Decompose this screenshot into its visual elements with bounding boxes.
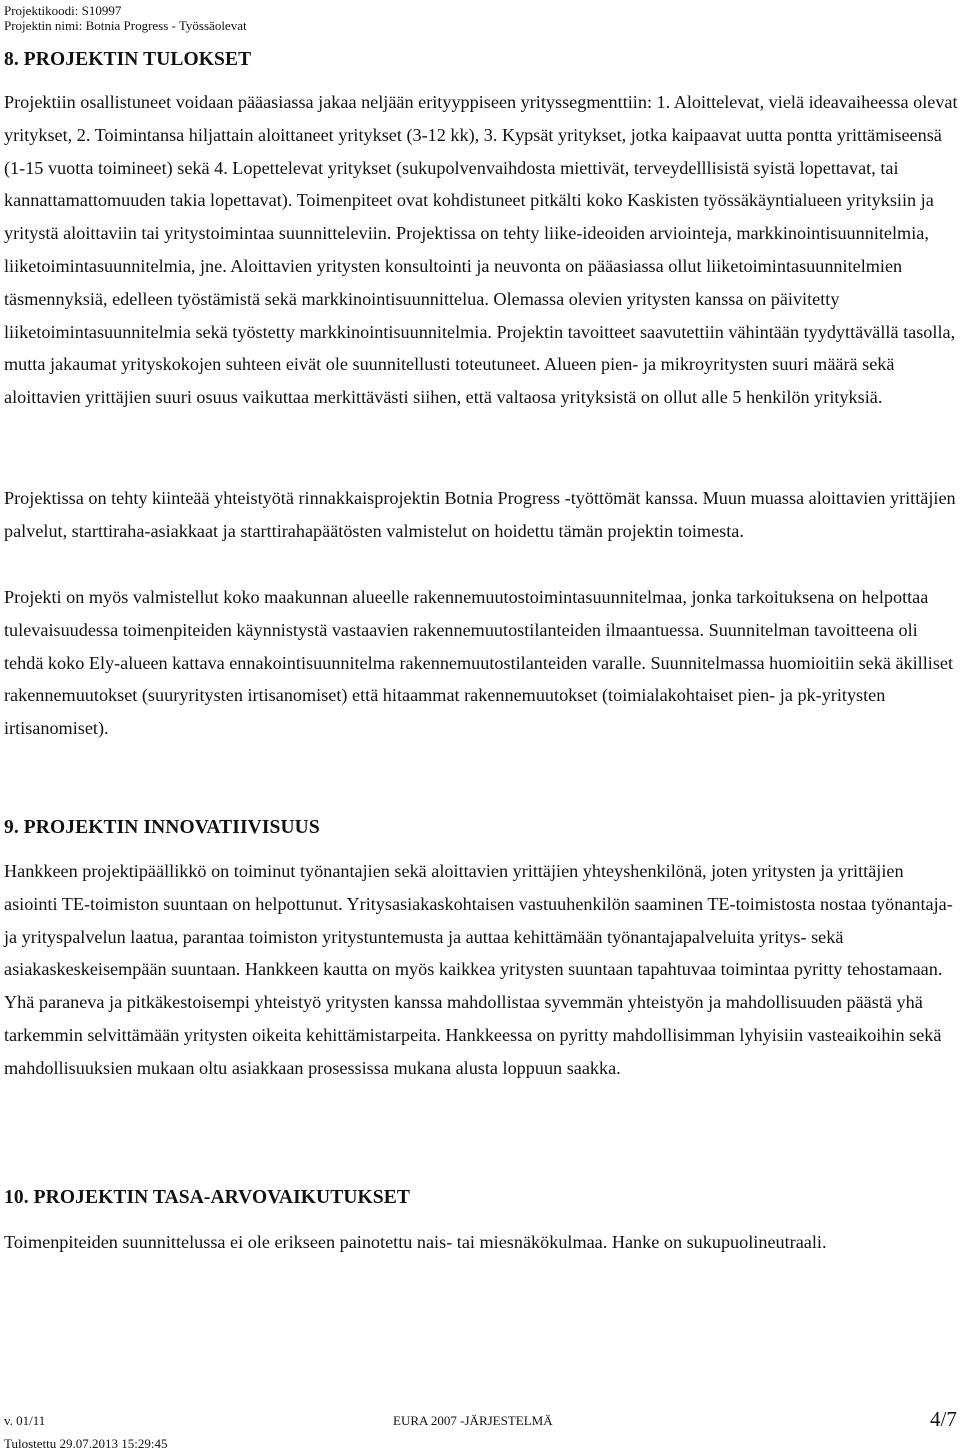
project-code: Projektikoodi: S10997 [4,3,122,18]
section-9-paragraph-1: Hankkeen projektipäällikkö on toiminut työnantajien sekä aloittavien yrittäjien yhteyshenkilönä, joten yritysten ja yrittäjien asiointi TE-toimiston suuntaan on helpottunut. Yritysasiakaskohtaisen vastuuhenkilön saaminen TE-toimistosta nostaa työnantaja- ja yrityspalvelun laatua, parantaa toimiston yritystuntemusta ja auttaa kehittämään työnantajapalveluita yritys- sekä asiakaskeskeisempään suuntaan. Hankkeen kautta on myös kaikkea yritysten suuntaan tapahtuvaa toimintaa pyritty tehostamaan. Yhä paraneva ja pitkäkestoisempi yhteistyö yritysten kanssa mahdollistaa syvemmän yhteistyön ja mahdollisuuden päästä yhä tarkemmin selvittämään yritysten oikeita kehittämistarpeita. Hankkeessa on pyritty mahdollisimman lyhyisiin vasteaikoihin sekä mahdollisuuksien mukaan oltu asiakkaan prosessissa mukana alusta loppuun saakka. [4,861,953,1078]
section-8-paragraph-1: Projektiin osallistuneet voidaan pääasiassa jakaa neljään erityyppiseen yrityssegmenttiin: 1. Aloittelevat, vielä ideavaiheessa olevat yritykset, 2. Toimintansa hiljattain aloittaneet yritykset (3-12 kk), 3. Kypsät yritykset, jotka kaipaavat uutta pontta yrittämiseensä (1-15 vuotta toimineet) sekä 4. Lopettelevat yritykset (sukupolvenvaihdosta miettivät, terveydelllisistä syistä lopettavat, tai kannattamattomuuden takia lopettavat). Toimenpiteet ovat kohdistuneet pitkälti koko Kaskisten työssäkäyntialueen yrityksiin ja yritystä aloittaviin tai yritystoimintaa suunnitteleviin. Projektissa on tehty liike-ideoiden arviointeja, markkinointisuunnitelmia, liiketoimintasuunnitelmia, jne. Aloittavien yritysten konsultointi ja neuvonta on pääasiassa ollut liiketoimintasuunnitelmien täsmennyksiä, edelleen työstämistä sekä markkinointisuunnittelua. Olemassa olevien yritysten kanssa on päivitetty liiketoimintasuunnitelmia sekä työstetty markkinointisuunnitelmia. Projektin tavoitteet saavutettiin vähintään tyydyttävällä tasolla, mutta jakaumat yrityskokojen suhteen eivät ole suunnitellusti toteutuneet. Alueen pien- ja mikroyritysten suuri määrä sekä aloittavien yrittäjien suuri osuus vaikuttaa merkittävästi siihen, että valtaosa yrityksistä on ollut alle 5 henkilön yrityksiä. [4,92,958,408]
section-10-paragraph-1: Toimenpiteiden suunnittelussa ei ole erikseen painotettu nais- tai miesnäkökulmaa. Hanke on sukupuolineutraali. [4,1232,827,1252]
section-8-heading: 8. PROJEKTIN TULOKSET [4,49,252,70]
footer-version: v. 01/11 [4,1413,46,1428]
section-8-paragraph-3: Projekti on myös valmistellut koko maakunnan alueelle rakennemuutostoimintasuunnitelmaa, jonka tarkoituksena on helpottaa tulevaisuudessa toimenpiteiden käynnistystä vastaavien rakennemuutostilanteiden ilmaantuessa. Suunnitelman tavoitteena oli tehdä koko Ely-alueen kattava ennakointisuunnitelma rakennemuutostilanteiden varalle. Suunnitelmassa huomioitiin sekä äkilliset rakennemuutokset (suuryritysten irtisanomiset) että hitaammat rakennemuutokset (toimialakohtaiset pien- ja pk-yritysten irtisanomiset). [4,587,954,739]
section-8-paragraph-2: Projektissa on tehty kiinteää yhteistyötä rinnakkaisprojektin Botnia Progress -työttömät kanssa. Muun muassa aloittavien yrittäjien palvelut, starttiraha-asiakkaat ja starttirahapäätösten valmistelut on hoidettu tämän projektin toimesta. [4,488,956,541]
footer-system: EURA 2007 -JÄRJESTELMÄ [393,1413,553,1428]
page-number: 4/7 [930,1407,957,1431]
footer-printed-timestamp: Tulostettu 29.07.2013 15:29:45 [4,1436,168,1451]
section-10-heading: 10. PROJEKTIN TASA-ARVOVAIKUTUKSET [4,1187,410,1208]
section-9-heading: 9. PROJEKTIN INNOVATIIVISUUS [4,817,320,838]
project-name: Projektin nimi: Botnia Progress - Työssäolevat [4,18,247,33]
